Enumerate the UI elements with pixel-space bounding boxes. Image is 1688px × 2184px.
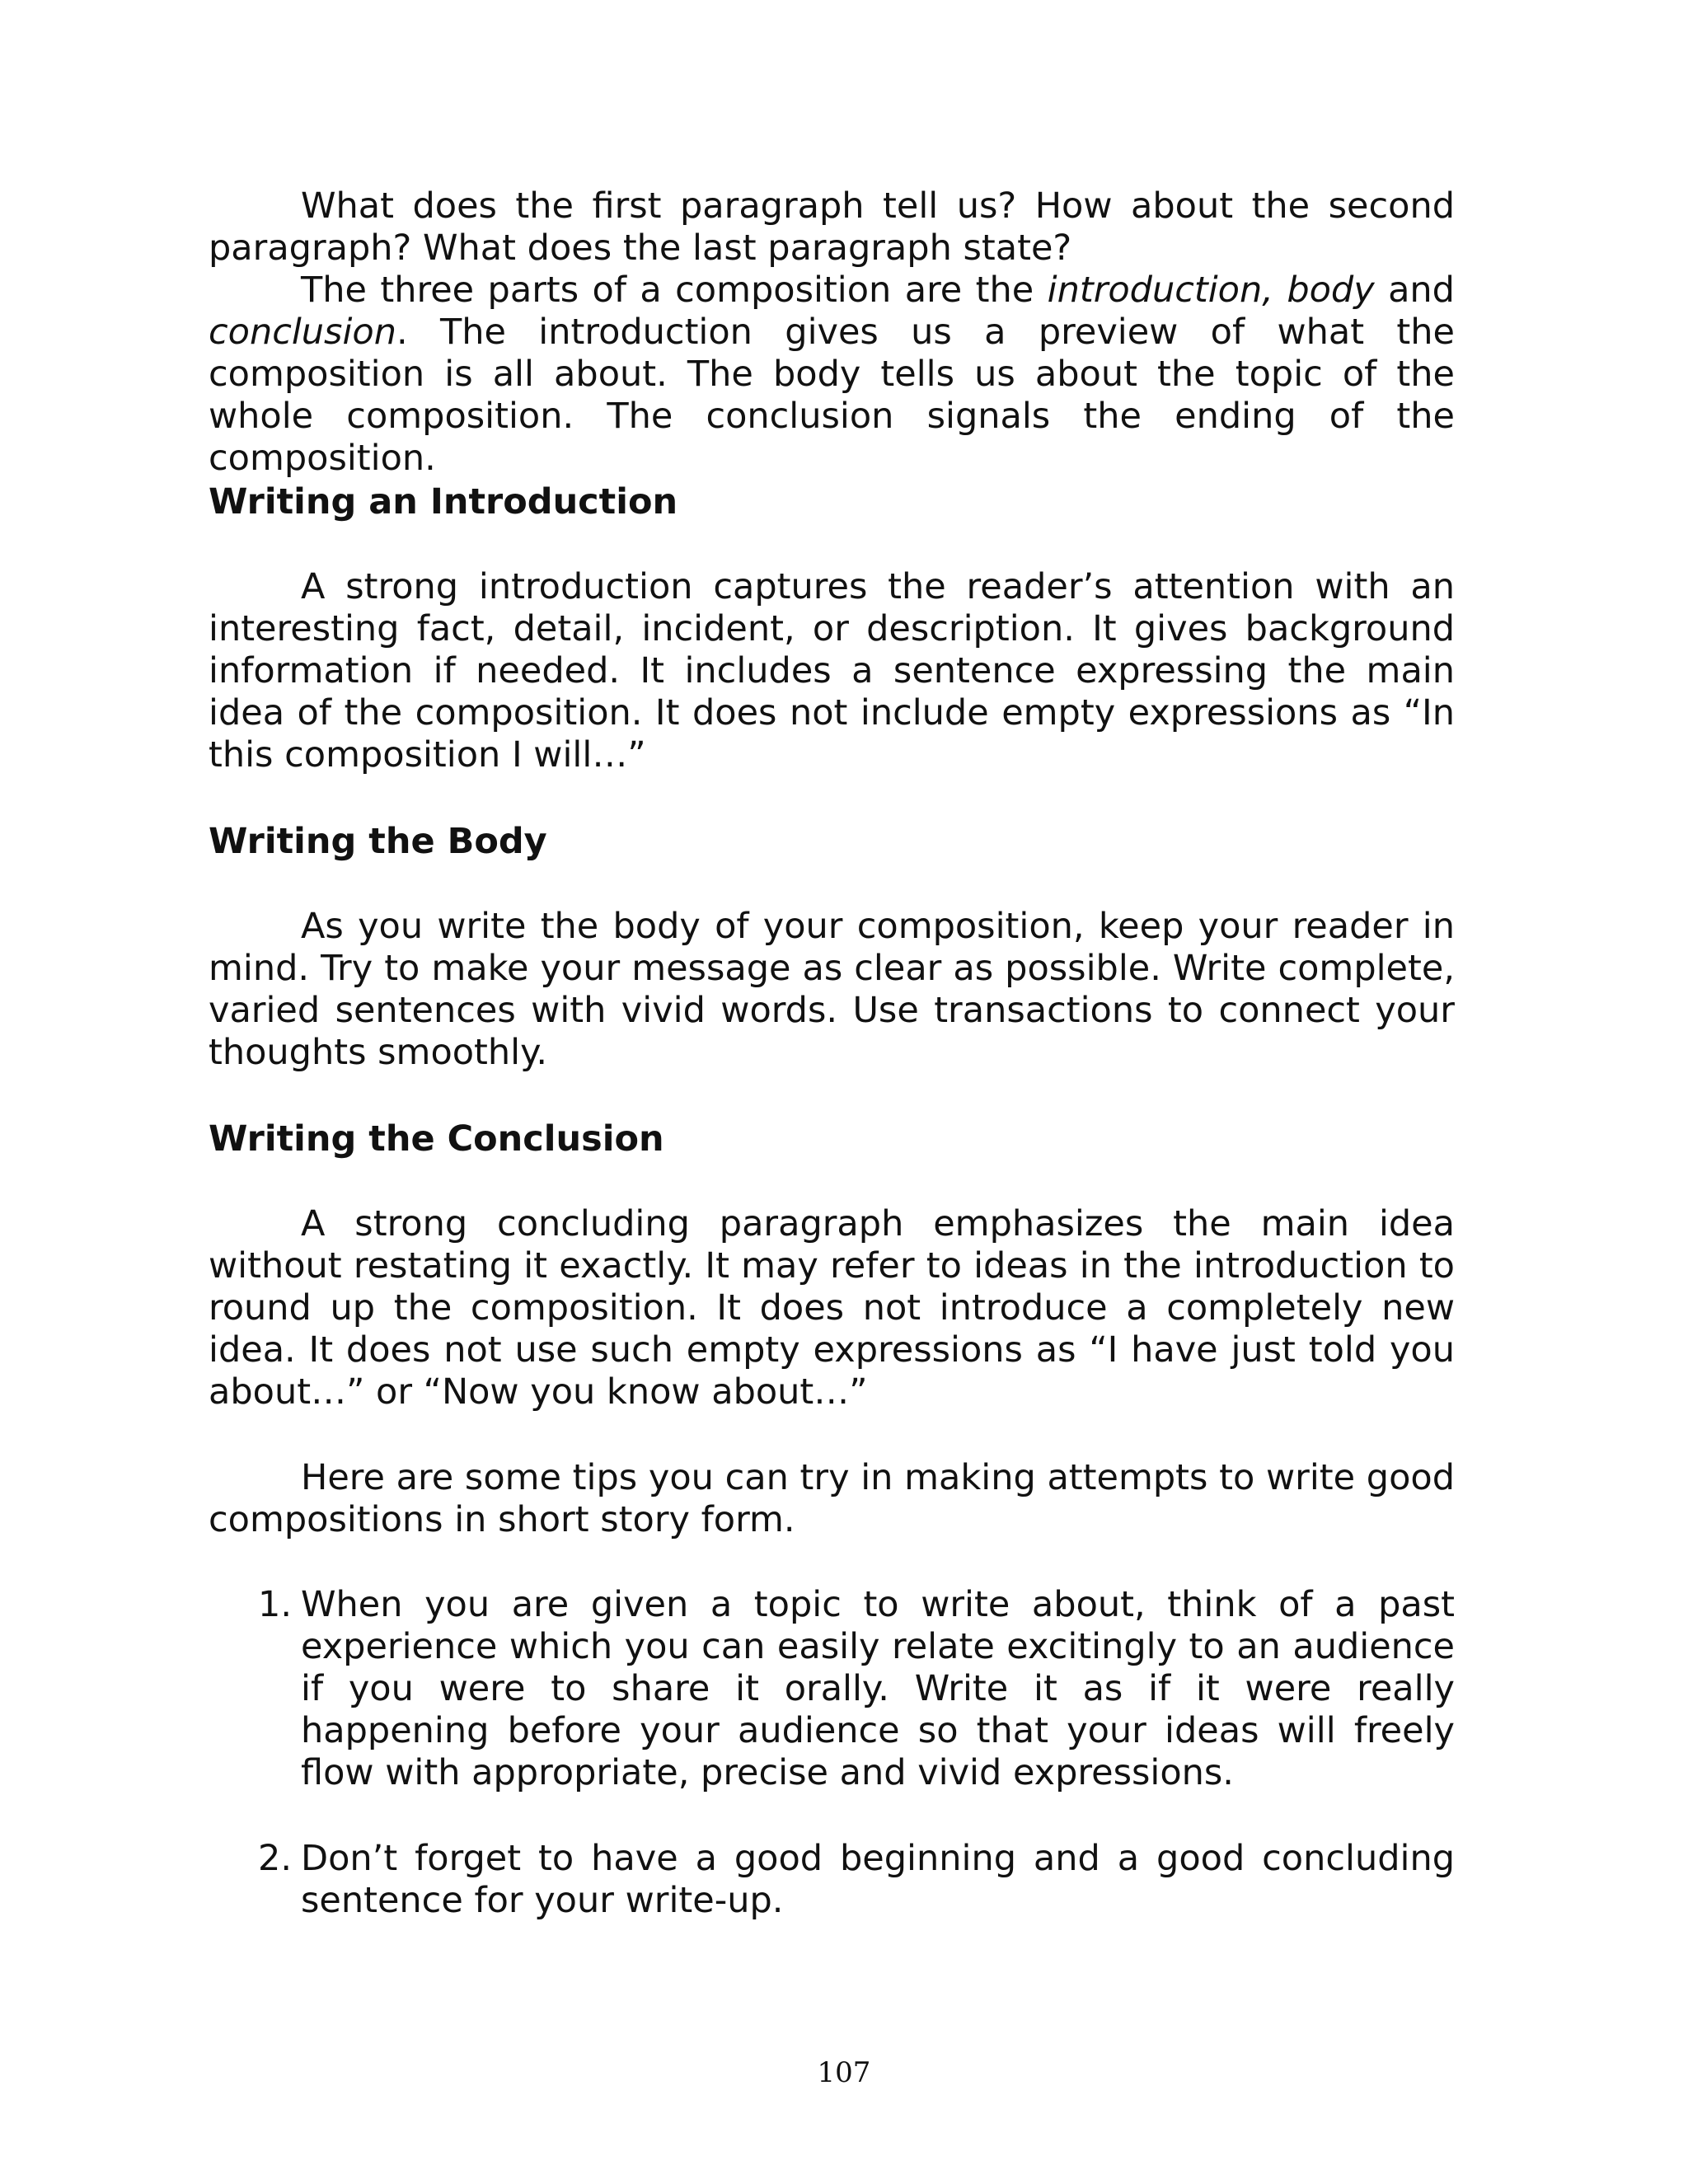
- section-conclusion-text: [209, 1203, 1455, 1413]
- section-body-text: [209, 906, 1455, 1074]
- heading-writing-introduction: Writing an Introduction: [209, 481, 678, 523]
- section-introduction-body: [209, 566, 1455, 776]
- p2-pre: The three parts of a composition are the: [301, 269, 1048, 311]
- section-introduction: [209, 481, 1455, 523]
- paragraph-body: As you write the body of your composition, keep your reader in mind. Try to make your message as clear as possible. Write complete, varied sentences with vivid words. Use transactions to connect your thoughts smoothly.: [209, 906, 1455, 1073]
- p2-em-intro-body: introduction, body: [1047, 269, 1375, 311]
- tips-list: [209, 1584, 1455, 1794]
- paragraph-conclusion: A strong concluding paragraph emphasizes the main idea without restating it exactly. It may refer to ideas in the introduction to round up the composition. It does not introduce a completely new idea. It does not use such empty expressions as “I have just told you about…” or “Now you know about…”: [209, 1203, 1455, 1413]
- p2-post: . The introduction gives us a preview of what the composition is all about. The body tells us about the topic of the whole composition. The conclusion signals the ending of the composition.: [209, 312, 1455, 479]
- paragraph-questions: What does the first paragraph tell us? How about the second paragraph? What does the last paragraph state?: [209, 185, 1455, 269]
- p2-em-conclusion: conclusion: [209, 312, 396, 353]
- tips-intro-block: [209, 1457, 1455, 1541]
- tips-list-continued: [209, 1838, 1455, 1922]
- page-number: 107: [817, 2056, 871, 2089]
- paragraph-tips-intro: Here are some tips you can try in making attempts to write good compositions in short story form.: [209, 1457, 1455, 1540]
- heading-writing-conclusion: Writing the Conclusion: [209, 1118, 664, 1160]
- list-item: [209, 1838, 1455, 1922]
- section-conclusion: [209, 1118, 1455, 1160]
- list-item-number: 2.: [258, 1838, 293, 1879]
- paragraph-introduction: A strong introduction captures the reader’s attention with an interesting fact, detail, incident, or description. It gives background information if needed. It includes a sentence expressing the main idea of the composition. It does not include empty expressions as “In this composition I will…”: [209, 566, 1455, 776]
- list-item-text: When you are given a topic to write about, think of a past experience which you can easily relate excitingly to an audience if you were to share it orally. Write it as if it were really happening before your audience so that your ideas will freely flow with appropriate, precise and vivid expressions.: [301, 1584, 1455, 1793]
- list-item-number: 1.: [258, 1584, 293, 1625]
- section-body: [209, 821, 1455, 863]
- list-item-text: Don’t forget to have a good beginning and a good concluding sentence for your write-up.: [301, 1838, 1455, 1921]
- p2-mid: and: [1374, 269, 1455, 311]
- paragraph-three-parts: [209, 269, 1455, 480]
- list-item: [209, 1584, 1455, 1794]
- opening-block: [209, 185, 1455, 480]
- heading-writing-body: Writing the Body: [209, 821, 547, 862]
